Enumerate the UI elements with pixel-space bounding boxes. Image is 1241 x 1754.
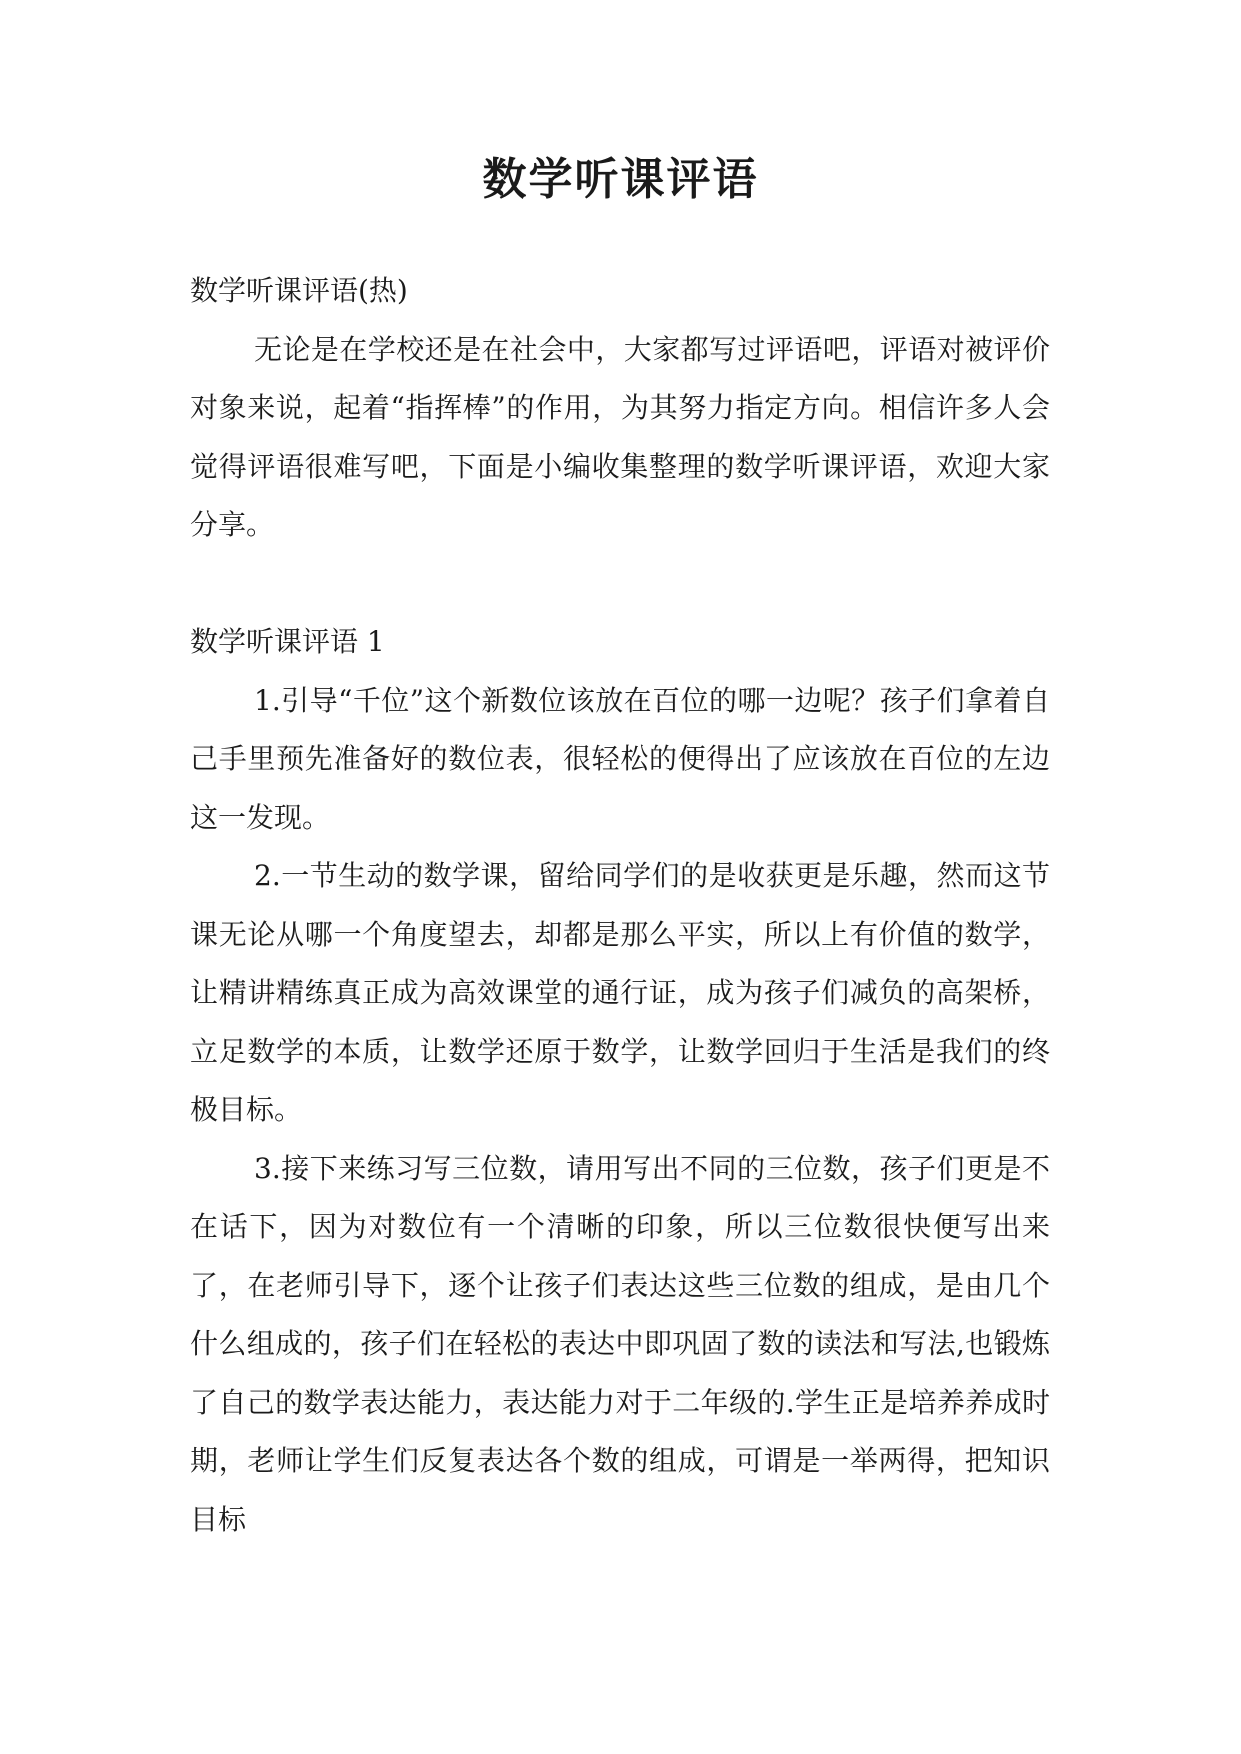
list-item-1: 1.引导“千位”这个新数位该放在百位的哪一边呢？孩子们拿着自己手里预先准备好的数位表，很轻松的便得出了应该放在百位的左边这一发现。 (190, 683, 1050, 834)
document-title: 数学听课评语 (482, 154, 759, 205)
document-body (190, 262, 1050, 1549)
intro-paragraph: 无论是在学校还是在社会中，大家都写过评语吧，评语对被评价对象来说，起着“指挥棒”的作用，为其努力指定方向。相信许多人会觉得评语很难写吧，下面是小编收集整理的数学听课评语，欢迎大家分享。 (190, 332, 1050, 541)
list-item-2: 2.一节生动的数学课，留给同学们的是收获更是乐趣，然而这节课无论从哪一个角度望去，却都是那么平实，所以上有价值的数学，让精讲精练真正成为高效课堂的通行证，成为孩子们减负的高架桥，立足数学的本质，让数学还原于数学，让数学回归于生活是我们的终极目标。 (190, 859, 1050, 1126)
intro-heading: 数学听课评语(热) (190, 274, 408, 307)
section-heading-1: 数学听课评语 1 (190, 625, 385, 658)
section-spacer (190, 555, 1050, 614)
list-item-3: 3.接下来练习写三位数，请用写出不同的三位数，孩子们更是不在话下，因为对数位有一个清晰的印象，所以三位数很快便写出来了，在老师引导下，逐个让孩子们表达这些三位数的组成，是由几个什么组成的，孩子们在轻松的表达中即巩固了数的读法和写法,也锻炼了自己的数学表达能力，表达能力对于二年级的.学生正是培养养成时期，老师让学生们反复表达各个数的组成，可谓是一举两得，把知识目标 (190, 1151, 1050, 1536)
